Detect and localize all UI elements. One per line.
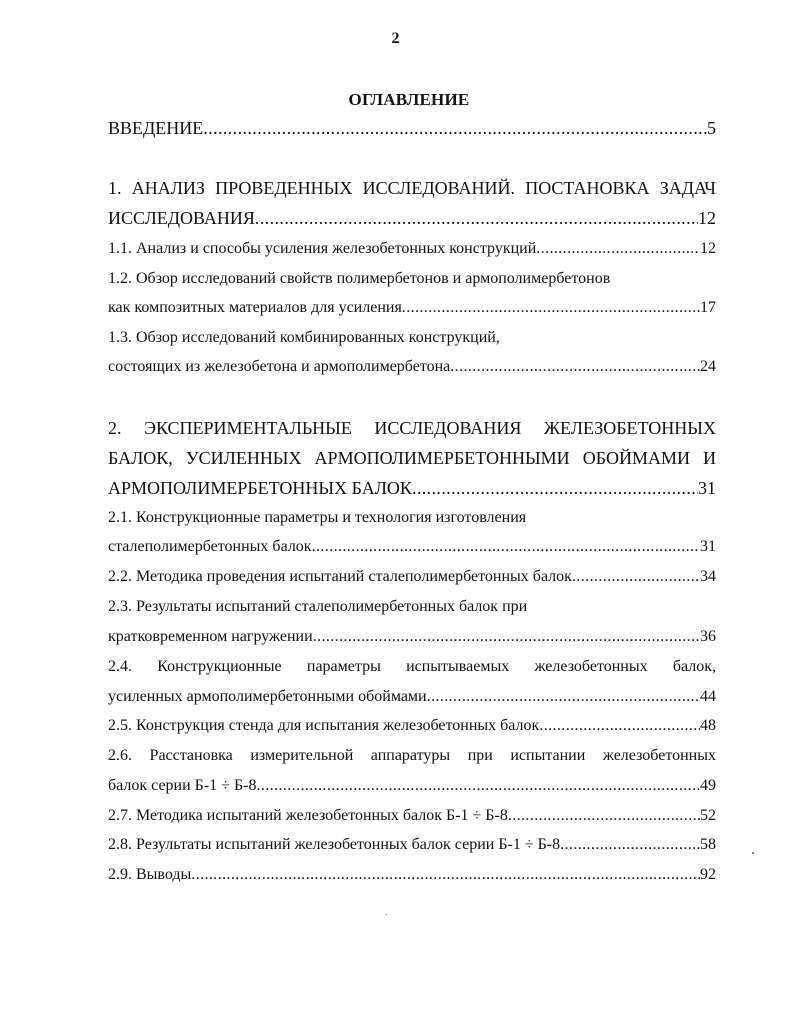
toc-entry-text: 1.1. Анализ и способы усиления железобетонных конструкций bbox=[108, 240, 537, 257]
scan-speck bbox=[752, 852, 754, 854]
toc-section-1-2 bbox=[108, 299, 716, 317]
toc-section-1-1 bbox=[108, 240, 716, 258]
toc-section-2-3-line1 bbox=[108, 598, 716, 616]
toc-entry-text: 2.6. Расстановка измерительной аппаратуры при испытании железобетонных bbox=[108, 747, 716, 764]
toc-entry-page: 5 bbox=[707, 118, 716, 138]
toc-entry-page: 31 bbox=[700, 538, 716, 555]
toc-section-2-8 bbox=[108, 836, 716, 854]
leader-dots bbox=[402, 299, 700, 317]
toc-entry-page: 31 bbox=[698, 478, 716, 498]
leader-dots bbox=[539, 717, 700, 735]
toc-section-2-4 bbox=[108, 688, 716, 706]
toc-section-2-1 bbox=[108, 538, 716, 556]
toc-section-1-2-line1 bbox=[108, 270, 716, 288]
toc-entry-text: кратковременном нагружении bbox=[108, 628, 313, 645]
toc-entry-text: 1. АНАЛИЗ ПРОВЕДЕННЫХ ИССЛЕДОВАНИЙ. ПОСТАНОВКА ЗАДАЧ bbox=[108, 178, 716, 198]
toc-section-2-7 bbox=[108, 807, 716, 825]
toc-section-1-3 bbox=[108, 358, 716, 376]
toc-section-2-3 bbox=[108, 628, 716, 646]
scan-speck bbox=[386, 914, 387, 915]
leader-dots bbox=[536, 240, 700, 258]
toc-entry-page: 36 bbox=[700, 628, 716, 645]
toc-entry-text: как композитных материалов для усиления bbox=[108, 299, 402, 316]
toc-entry-text: ИССЛЕДОВАНИЯ bbox=[108, 208, 255, 228]
leader-dots bbox=[572, 568, 700, 586]
toc-entry-page: 34 bbox=[700, 568, 716, 585]
toc-section-2-2 bbox=[108, 568, 716, 586]
toc-entry-page: 17 bbox=[700, 299, 716, 316]
toc-entry-text: БАЛОК, УСИЛЕННЫХ АРМОПОЛИМЕРБЕТОННЫМИ ОБОЙМАМИ И bbox=[108, 448, 716, 468]
toc-entry-text: 2.3. Результаты испытаний сталеполимербетонных балок при bbox=[108, 598, 528, 615]
toc-chapter-2-heading-line2 bbox=[108, 448, 716, 469]
leader-dots bbox=[412, 478, 698, 499]
toc-chapter-2 bbox=[108, 478, 716, 499]
toc-entry-text: 2.4. Конструкционные параметры испытываемых железобетонных балок, bbox=[108, 658, 716, 675]
toc-chapter-1-heading bbox=[108, 178, 716, 199]
toc-section-2-6-line1 bbox=[108, 747, 716, 765]
toc-entry-text: 2.8. Результаты испытаний железобетонных балок серии Б-1 ÷ Б-8 bbox=[108, 836, 561, 853]
toc-entry-text: 2. ЭКСПЕРИМЕНТАЛЬНЫЕ ИССЛЕДОВАНИЯ ЖЕЛЕЗОБЕТОННЫХ bbox=[108, 418, 716, 438]
toc-section-2-9 bbox=[108, 866, 716, 884]
toc-entry-text: 2.9. Выводы bbox=[108, 866, 192, 883]
toc-section-2-4-line1 bbox=[108, 658, 716, 676]
toc-entry-introduction bbox=[108, 118, 716, 139]
leader-dots bbox=[560, 836, 700, 854]
toc-entry-text: 2.5. Конструкция стенда для испытания железобетонных балок bbox=[108, 717, 540, 734]
toc-entry-text: 2.2. Методика проведения испытаний сталеполимербетонных балок bbox=[108, 568, 572, 585]
toc-entry-text: балок серии Б-1 ÷ Б-8 bbox=[108, 777, 257, 794]
toc-chapter-1 bbox=[108, 208, 716, 229]
toc-entry-page: 48 bbox=[700, 717, 716, 734]
toc-entry-page: 92 bbox=[700, 866, 716, 883]
toc-entry-page: 49 bbox=[700, 777, 716, 794]
toc-section-1-3-line1 bbox=[108, 329, 716, 347]
toc-entry-page: 12 bbox=[700, 240, 716, 257]
toc-entry-text: 2.1. Конструкционные параметры и технология изготовления bbox=[108, 509, 527, 526]
leader-dots bbox=[191, 866, 700, 884]
toc-entry-text: сталеполимербетонных балок bbox=[108, 538, 312, 555]
page-number: 2 bbox=[391, 30, 400, 47]
toc-entry-text: 1.3. Обзор исследований комбинированных конструкций, bbox=[108, 329, 500, 346]
toc-section-2-6 bbox=[108, 777, 716, 795]
toc-entry-page: 44 bbox=[700, 688, 716, 705]
leader-dots bbox=[427, 688, 700, 706]
leader-dots bbox=[313, 628, 700, 646]
toc-entry-text: усиленных армополимербетонными обоймами bbox=[108, 688, 427, 705]
toc-entry-text: 2.7. Методика испытаний железобетонных балок Б-1 ÷ Б-8 bbox=[108, 807, 508, 824]
leader-dots bbox=[450, 358, 700, 376]
toc-title: ОГЛАВЛЕНИЕ bbox=[348, 90, 470, 109]
toc-entry-page: 24 bbox=[700, 358, 716, 375]
toc-entry-text: АРМОПОЛИМЕРБЕТОННЫХ БАЛОК bbox=[108, 478, 412, 498]
toc-entry-text: ВВЕДЕНИЕ bbox=[108, 118, 204, 138]
leader-dots bbox=[508, 807, 700, 825]
leader-dots bbox=[203, 118, 707, 139]
toc-section-2-1-line1 bbox=[108, 509, 716, 527]
toc-entry-page: 58 bbox=[700, 836, 716, 853]
leader-dots bbox=[312, 538, 700, 556]
toc-entry-text: состоящих из железобетона и армополимербетона bbox=[108, 358, 451, 375]
toc-entry-text: 1.2. Обзор исследований свойств полимербетонов и армополимербетонов bbox=[108, 270, 611, 287]
toc-section-2-5 bbox=[108, 717, 716, 735]
toc-chapter-2-heading-line1 bbox=[108, 418, 716, 439]
toc-entry-page: 12 bbox=[698, 208, 716, 228]
leader-dots bbox=[256, 777, 700, 795]
toc-entry-page: 52 bbox=[700, 807, 716, 824]
leader-dots bbox=[255, 208, 698, 229]
